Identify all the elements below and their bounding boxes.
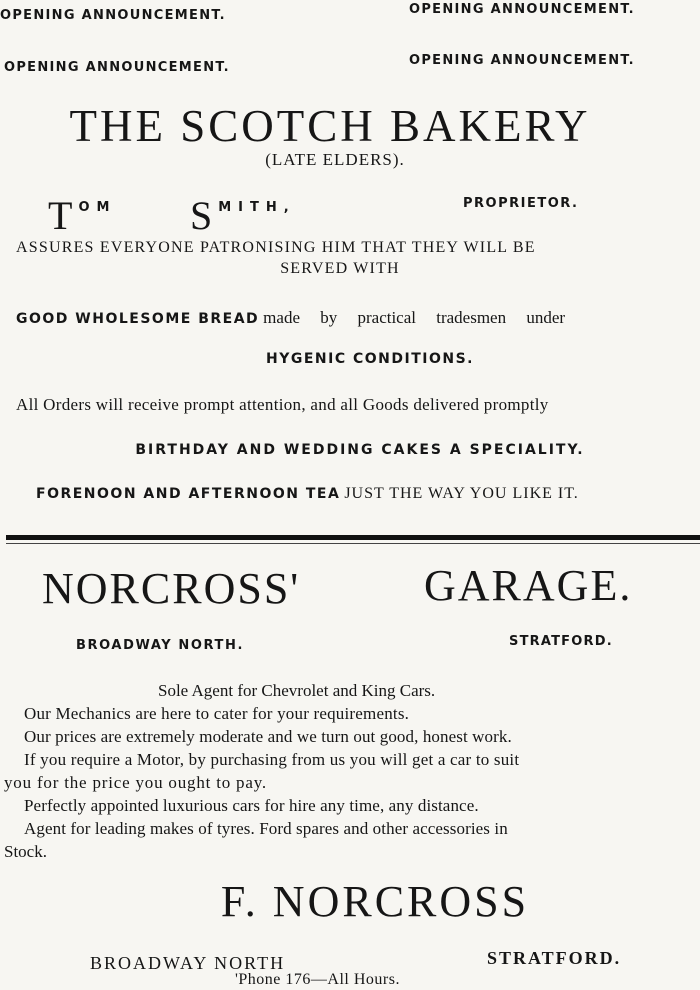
garage-footer-right: STRATFORD. [487,948,622,968]
garage-location-left: BROADWAY NORTH. [76,638,245,653]
garage-text-line: Agent for leading makes of tyres. Ford spares and other accessories in [24,819,508,838]
garage-footer-left: BROADWAY NORTH [90,953,286,973]
bakery-subtitle: (LATE ELDERS). [265,150,405,169]
drop-initial: S [190,193,213,238]
last-name-rest: MITH, [218,200,296,215]
divider-rule-thin [6,543,700,544]
garage-text-line: If you require a Motor, by purchasing from us you will get a car to suit [24,750,520,769]
garage-text-line: Perfectly appointed luxurious cars for hire any time, any distance. [24,796,479,815]
opening-announcement: OPENING ANNOUNCEMENT. [409,2,635,17]
garage-text-line: Our prices are extremely moderate and we turn out good, honest work. [24,727,512,746]
tea-caps: FORENOON AND AFTERNOON TEA [36,486,341,502]
garage-text-line: Our Mechanics are here to cater for your requirements. [24,704,410,723]
proprietor-first-name [48,193,117,238]
first-name-rest: OM [78,200,117,215]
garage-title-right: GARAGE. [424,561,633,610]
garage-owner-name: F. NORCROSS [220,877,530,926]
garage-location-right: STRATFORD. [509,634,613,649]
proprietor-last-name [190,193,296,238]
opening-announcement: OPENING ANNOUNCEMENT. [4,60,230,75]
bread-rest: made by practical tradesmen under [263,308,566,327]
orders-line: All Orders will receive prompt attention, and all Goods delivered promptly [16,395,549,414]
proprietor-role: PROPRIETOR. [463,196,579,211]
cakes-line: BIRTHDAY AND WEDDING CAKES A SPECIALITY. [135,442,585,458]
assure-line: ASSURES EVERYONE PATRONISING HIM THAT THEY WILL BE [16,239,536,256]
divider-rule [6,535,700,540]
hygenic-line: HYGENIC CONDITIONS. [266,351,474,367]
garage-title-left: NORCROSS' [42,564,301,613]
bakery-title: THE SCOTCH BAKERY [69,101,591,151]
garage-phone: 'Phone 176—All Hours. [235,971,400,988]
garage-text-line: Sole Agent for Chevrolet and King Cars. [158,681,436,700]
assure-line: SERVED WITH [280,260,400,277]
bread-caps: GOOD WHOLESOME BREAD [16,311,260,327]
garage-text-line: you for the price you ought to pay. [4,773,267,792]
opening-announcement: OPENING ANNOUNCEMENT. [0,8,226,23]
garage-text-line: Stock. [4,842,47,861]
drop-initial: T [48,193,73,238]
tea-rest: JUST THE WAY YOU LIKE IT. [344,485,579,502]
opening-announcement: OPENING ANNOUNCEMENT. [409,53,635,68]
bread-line [16,308,565,328]
tea-line [36,485,579,503]
